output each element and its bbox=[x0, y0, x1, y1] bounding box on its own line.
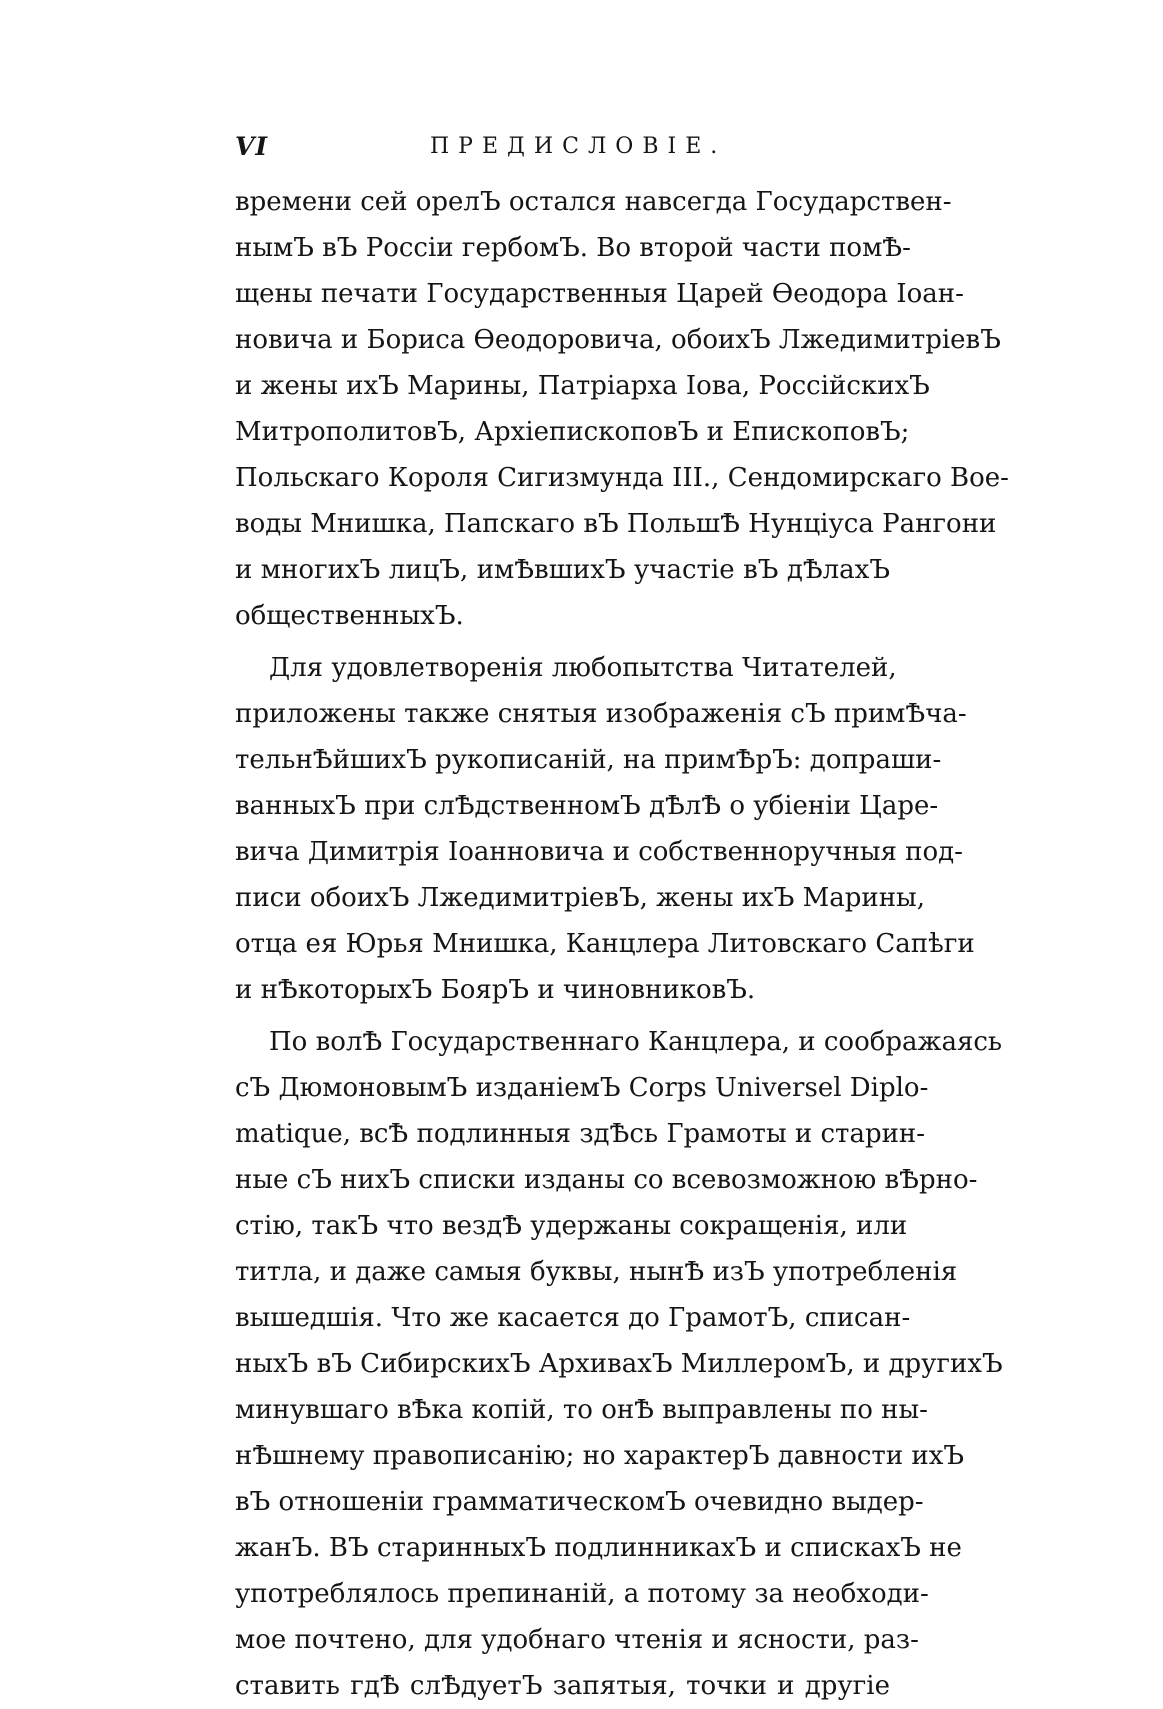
text-line: matique, всѢ подлинныя здѢсь Грамоты и старин- bbox=[235, 1119, 926, 1149]
running-head: ПРЕДИСЛОВІЕ. bbox=[430, 134, 727, 159]
text-line: стію, такЪ что вездѢ удержаны сокращенія, или bbox=[235, 1211, 908, 1241]
text-line: титла, и даже самыя буквы, нынѢ изЪ употребленія bbox=[235, 1257, 958, 1287]
text-line: вЪ отношеніи грамматическомЪ очевидно выдер- bbox=[235, 1487, 924, 1517]
text-line: употреблялось препинаній, а потому за необходи- bbox=[235, 1579, 929, 1609]
paragraph bbox=[235, 1019, 1003, 1709]
text-line: времени сей орелЪ остался навсегда Государствен- bbox=[235, 187, 952, 217]
text-line: Польскаго Короля Сигизмунда III., Сендомирскаго Вое- bbox=[235, 463, 1009, 493]
text-line: общественныхЪ. bbox=[235, 601, 464, 631]
text-line: отца ея Юрья Мнишка, Канцлера Литовскаго Сапѣги bbox=[235, 929, 975, 959]
text-line: новича и Бориса Ѳеодоровича, обоихЪ ЛжедимитріевЪ bbox=[235, 325, 1001, 355]
text-line: Для удовлетворенія любопытства Читателей, bbox=[269, 653, 897, 683]
text-line: писи обоихЪ ЛжедимитріевЪ, жены ихЪ Марины, bbox=[235, 883, 926, 913]
text-line: ванныхЪ при слѢдственномЪ дѢлѢ о убіеніи Царе- bbox=[235, 791, 939, 821]
text-line: сЪ ДюмоновымЪ изданіемЪ Corps Universel Diplo- bbox=[235, 1073, 929, 1103]
text-line: ные сЪ нихЪ списки изданы со всевозможною вѢрно- bbox=[235, 1165, 978, 1195]
text-line: минувшаго вѢка копій, то онѢ выправлены по ны- bbox=[235, 1395, 928, 1425]
body-text bbox=[235, 179, 1009, 1709]
text-line: тельнѢйшихЪ рукописаній, на примѢрЪ: допраши- bbox=[235, 745, 942, 775]
text-line: нымЪ вЪ Россіи гербомЪ. Во второй части помѢ- bbox=[235, 233, 911, 263]
text-line: и многихЪ лицЪ, имѢвшихЪ участіе вЪ дѢлахЪ bbox=[235, 555, 890, 585]
text-line: и жены ихЪ Марины, Патріарха Іова, РоссійскихЪ bbox=[235, 371, 930, 401]
text-line: МитрополитовЪ, АрхіепископовЪ и ЕпископовЪ; bbox=[235, 417, 910, 447]
paragraph bbox=[235, 179, 1009, 639]
text-line: и нѢкоторыхЪ БоярЪ и чиновниковЪ. bbox=[235, 975, 756, 1005]
text-line: вича Димитрія Іоанновича и собственноручныя под- bbox=[235, 837, 963, 867]
text-line: щены печати Государственныя Царей Ѳеодора Іоан- bbox=[235, 279, 964, 309]
text-line: нѢшнему правописанію; но характерЪ давности ихЪ bbox=[235, 1441, 965, 1471]
text-line: жанЪ. ВЪ старинныхЪ подлинникахЪ и спискахЪ не bbox=[235, 1533, 962, 1563]
text-line: По волѢ Государственнаго Канцлера, и соображаясь bbox=[269, 1027, 1003, 1057]
text-line: воды Мнишка, Папскаго вЪ ПольшѢ Нунціуса Рангони bbox=[235, 509, 997, 539]
text-line: ставить гдѢ слѢдуетЪ запятыя, точки и другіе bbox=[235, 1671, 890, 1701]
text-line: мое почтено, для удобнаго чтенія и ясности, раз- bbox=[235, 1625, 919, 1655]
text-line: приложены также снятыя изображенія сЪ примѢча- bbox=[235, 699, 967, 729]
page-header bbox=[235, 132, 890, 172]
paragraph bbox=[235, 645, 975, 1013]
page-number: VI bbox=[235, 132, 269, 161]
text-line: вышедшія. Что же касается до ГрамотЪ, списан- bbox=[235, 1303, 911, 1333]
text-line: ныхЪ вЪ СибирскихЪ АрхивахЪ МиллеромЪ, и другихЪ bbox=[235, 1349, 1003, 1379]
